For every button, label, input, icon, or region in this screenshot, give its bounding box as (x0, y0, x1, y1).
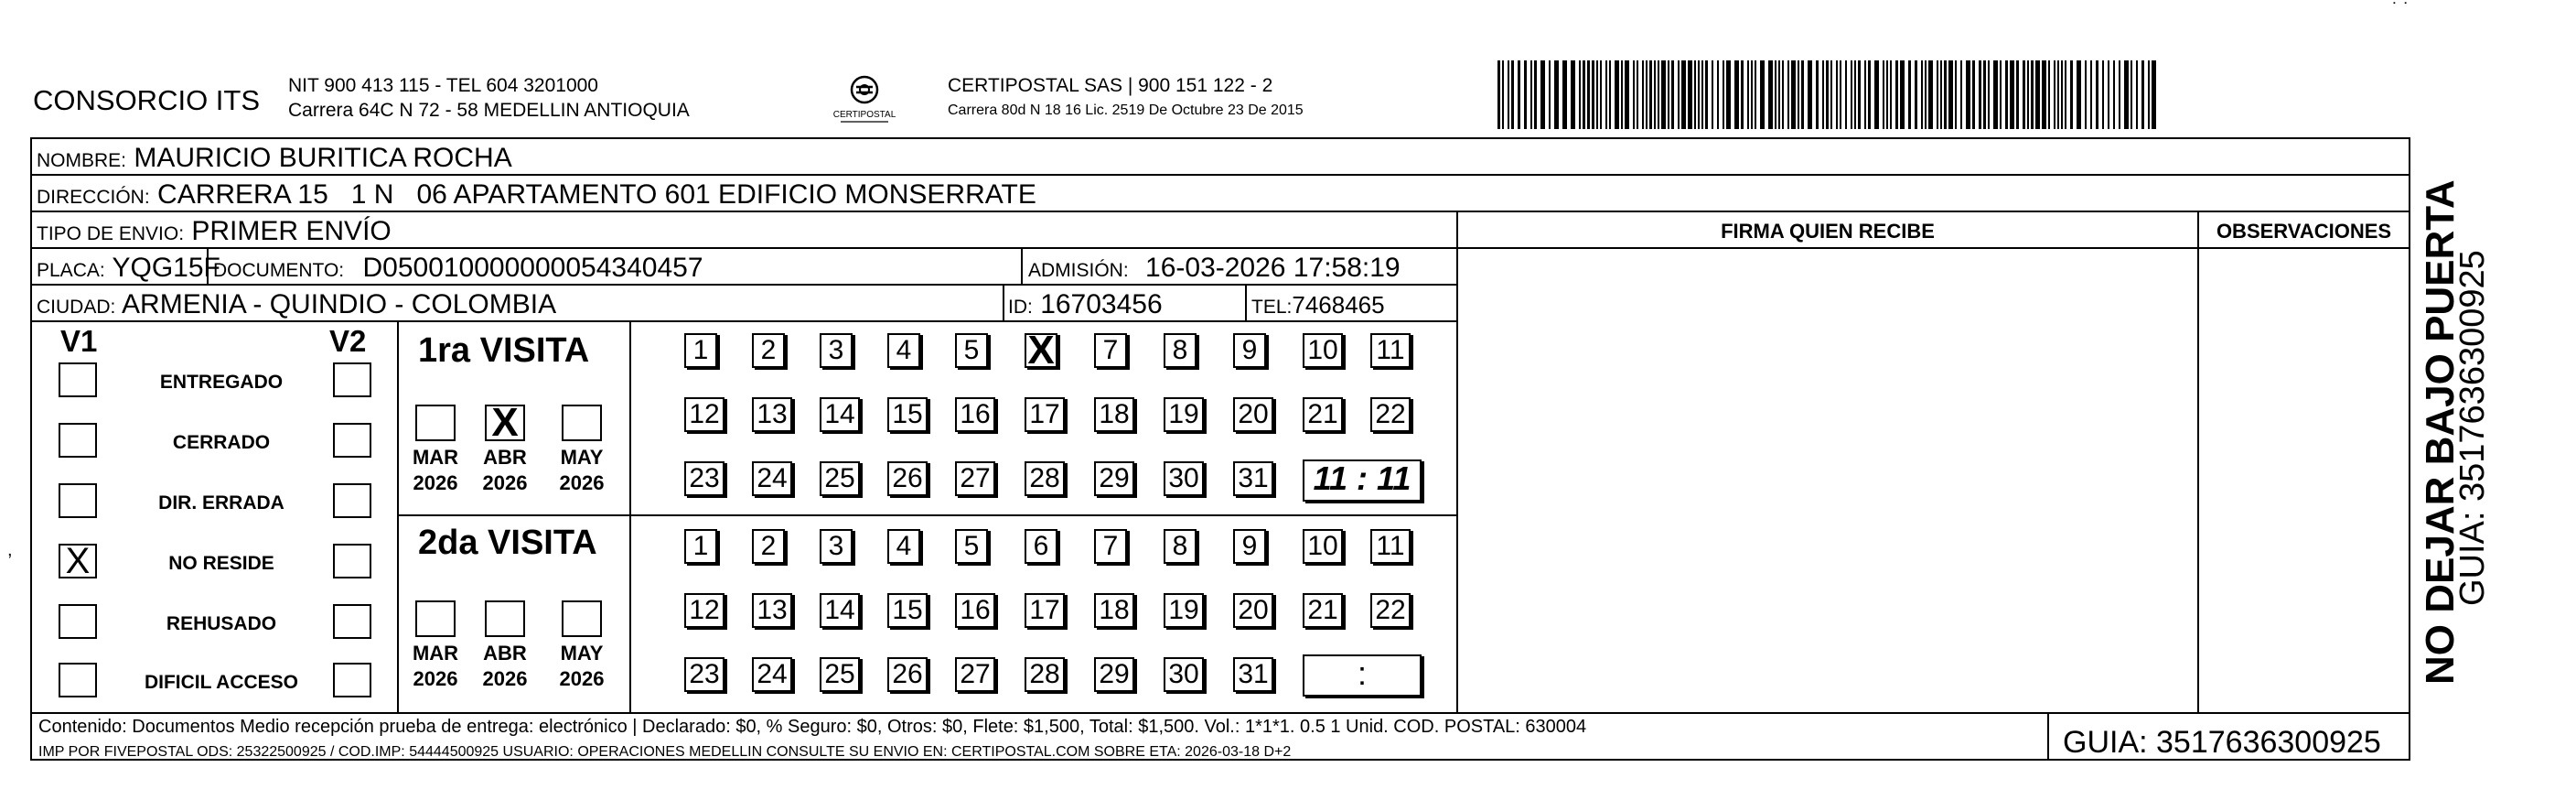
visit1-day-box[interactable]: 11 (1370, 333, 1411, 368)
barcode-bar (1596, 60, 1598, 129)
barcode-bar (1579, 60, 1581, 129)
barcode-bar (1741, 60, 1744, 129)
barcode-bar (1642, 60, 1644, 129)
barcode-bar (1549, 60, 1551, 129)
visit1-day-box[interactable]: 21 (1303, 397, 1343, 432)
status-v2-checkbox[interactable] (333, 604, 371, 639)
barcode-bar (1944, 60, 1947, 129)
barcode-bar (1988, 60, 1990, 129)
form-right-border (2409, 137, 2410, 760)
visit2-day-box[interactable]: 1 (684, 529, 717, 564)
row-divider (30, 174, 2410, 176)
visit1-day-box[interactable]: 22 (1370, 397, 1411, 432)
barcode-bar (1778, 60, 1780, 129)
visit2-month-checkbox[interactable] (562, 600, 602, 637)
visit2-day-box[interactable]: 17 (1025, 593, 1065, 628)
visit1-month-label (406, 445, 465, 496)
visit2-day-box[interactable]: 6 (1025, 529, 1057, 564)
placa-label: PLACA: (37, 260, 105, 281)
observaciones-left-border (2197, 211, 2199, 713)
visit1-day-box[interactable]: 13 (752, 397, 792, 432)
visit1-day-box[interactable] (1025, 328, 1057, 373)
footer-content-line: Contenido: Documentos Medio recepción prueba de entrega: electrónico | Declarado: $0, % Seguro: $0, Otros: $0, Flete: $1,500, Total: $1,500. Vol.: 1*1*1. 0.5 1 Unid. COD. POSTAL: 630004 (38, 717, 1587, 737)
barcode-bar (2027, 60, 2029, 129)
status-v2-checkbox[interactable] (333, 663, 371, 697)
certipostal-name-line: CERTIPOSTAL SAS | 900 151 122 - 2 (948, 75, 1273, 96)
barcode-bar (2061, 60, 2063, 129)
barcode-bar (1960, 60, 1962, 129)
status-label: CERRADO (172, 432, 271, 453)
barcode-bar (2131, 60, 2132, 129)
status-v2-checkbox[interactable] (333, 483, 371, 518)
ciudad-label: CIUDAD: (37, 297, 116, 318)
barcode-bar (1830, 60, 1832, 129)
tipo-envio-field (37, 218, 392, 245)
nombre-label: NOMBRE: (37, 150, 127, 171)
visit1-day-box[interactable]: 4 (887, 333, 920, 368)
visit2-day-box[interactable]: 25 (820, 657, 860, 692)
id-value: 16703456 (1040, 289, 1163, 319)
barcode-bar (1791, 60, 1796, 129)
visit2-day-box[interactable]: 12 (684, 593, 724, 628)
barcode-bar (1955, 60, 1957, 129)
barcode-bar (2090, 60, 2092, 129)
visit2-day-box[interactable]: 15 (887, 593, 928, 628)
barcode-bar (2119, 60, 2120, 129)
barcode-bar (1508, 60, 1509, 129)
visit2-day-box[interactable]: 7 (1094, 529, 1127, 564)
ciudad-field (37, 291, 556, 319)
barcode-bar (1701, 60, 1703, 129)
company-address-line: Carrera 64C N 72 - 58 MEDELLIN ANTIOQUIA (288, 100, 690, 121)
barcode-bar (1928, 60, 1933, 129)
id-field (1008, 291, 1163, 319)
visit1-day-box[interactable]: 30 (1164, 461, 1204, 496)
barcode-bar (2102, 60, 2104, 129)
barcode-bar (1723, 60, 1724, 129)
barcode-bar (1836, 60, 1838, 129)
visit2-day-box[interactable]: 22 (1370, 593, 1411, 628)
barcode-bar (1895, 60, 1898, 129)
barcode-bar (1646, 60, 1648, 129)
barcode-bar (1908, 60, 1911, 129)
barcode-bar (1668, 60, 1669, 129)
firma-header: FIRMA QUIEN RECIBE (1721, 220, 1935, 243)
visit2-day-box[interactable]: 21 (1303, 593, 1343, 628)
status-label: DIR. ERRADA (158, 492, 284, 513)
certipostal-license-line: Carrera 80d N 18 16 Lic. 2519 De Octubre 23 De 2015 (948, 103, 1304, 118)
visit2-day-box[interactable]: 20 (1233, 593, 1273, 628)
status-v2-checkbox[interactable] (333, 423, 371, 458)
barcode-bar (1661, 60, 1666, 129)
status-label: NO RESIDE (168, 553, 274, 574)
barcode-bar (1609, 60, 1611, 129)
barcode-bar (1637, 60, 1638, 129)
barcode-bar (2065, 60, 2066, 129)
visit1-month-checkbox[interactable] (415, 405, 456, 441)
barcode-bar (1698, 60, 1700, 129)
barcode-bar (1562, 60, 1567, 129)
barcode-bar (1808, 60, 1812, 129)
tel-label: TEL: (1251, 297, 1293, 318)
barcode-bar (1993, 60, 1998, 129)
barcode-bar (1851, 60, 1852, 129)
visit2-month-label (553, 641, 611, 692)
barcode-bar (2141, 60, 2144, 129)
status-v1-checkbox[interactable] (59, 663, 97, 697)
company-info (288, 73, 690, 123)
tipo-envio-label: TIPO DE ENVIO: (37, 223, 185, 244)
v2-header: V2 (329, 324, 367, 358)
tel-field (1251, 291, 1385, 319)
barcode-bar (2023, 60, 2025, 129)
barcode-bar (1518, 60, 1520, 129)
documento-value: D050010000000054340457 (362, 253, 703, 283)
barcode-bar (1734, 60, 1739, 129)
barcode-bar (1654, 60, 1656, 129)
visit2-day-box[interactable]: 5 (955, 529, 988, 564)
barcode-bar (1822, 60, 1824, 129)
month-year: 2026 (559, 471, 605, 494)
visit1-day-box[interactable]: 26 (887, 461, 928, 496)
visit1-day-box[interactable]: 17 (1025, 397, 1065, 432)
visit1-day-box[interactable]: 12 (684, 397, 724, 432)
barcode-bar (1816, 60, 1819, 129)
visit1-month-checkbox[interactable]: X (485, 405, 525, 441)
barcode-bar (2070, 60, 2073, 129)
barcode-bar (1858, 60, 1861, 129)
barcode-bar (2000, 60, 2002, 129)
barcode-bar (1966, 60, 1970, 129)
barcode-bar (1712, 60, 1713, 129)
visit2-time[interactable]: : (1303, 654, 1422, 697)
visit2-title: 2da VISITA (418, 524, 597, 562)
status-label: ENTREGADO (159, 372, 284, 393)
tracking-barcode (1497, 60, 2156, 129)
barcode-bar (2085, 60, 2087, 129)
barcode-bar (1681, 60, 1686, 129)
barcode-bar (1751, 60, 1753, 129)
barcode-bar (1874, 60, 1879, 129)
status-v2-checkbox[interactable] (333, 362, 371, 397)
month-year: 2026 (482, 667, 528, 690)
barcode-bar (2077, 60, 2081, 129)
barcode-bar (1915, 60, 1917, 129)
visit2-day-box[interactable]: 18 (1094, 593, 1134, 628)
visit1-day-box[interactable]: 2 (752, 333, 785, 368)
barcode-bar (2035, 60, 2040, 129)
barcode-bar (2096, 60, 2098, 129)
svg-text:CERTIPOSTAL: CERTIPOSTAL (832, 110, 896, 120)
month-panel-divider (629, 320, 631, 712)
observaciones-header: OBSERVACIONES (2216, 220, 2392, 243)
barcode-bar (1937, 60, 1938, 129)
barcode-bar (2016, 60, 2019, 129)
barcode-bar (1530, 60, 1532, 129)
barcode-bar (1868, 60, 1871, 129)
documento-field (213, 254, 703, 282)
month-name: MAY (560, 642, 604, 665)
barcode-bar (1592, 60, 1594, 129)
direccion-label: DIRECCIÓN: (37, 187, 150, 208)
visit2-day-box[interactable]: 4 (887, 529, 920, 564)
firma-left-border (1456, 211, 1458, 713)
barcode-bar (1658, 60, 1659, 129)
footer-print-line: IMP POR FIVEPOSTAL ODS: 25322500925 / COD.IMP: 54444500925 USUARIO: OPERACIONES MEDELLIN CONSULTE SU ENVIO EN: CERTIPOSTAL.COM SOBRE ETA: 2026-03-18 D+2 (38, 744, 1292, 760)
visit1-day-box[interactable]: 10 (1303, 333, 1343, 368)
month-name: ABR (483, 642, 527, 665)
visit1-day-box[interactable]: 20 (1233, 397, 1273, 432)
barcode-bar (1925, 60, 1927, 129)
visit1-day-box[interactable]: 24 (752, 461, 792, 496)
barcode-bar (1845, 60, 1847, 129)
month-year: 2026 (482, 471, 528, 494)
status-v1-checkbox[interactable] (59, 423, 97, 458)
barcode-bar (1540, 60, 1545, 129)
barcode-bar (1921, 60, 1923, 129)
month-year: 2026 (413, 471, 458, 494)
barcode-bar (2031, 60, 2034, 129)
barcode-bar (1717, 60, 1719, 129)
barcode-bar (1840, 60, 1841, 129)
barcode-bar (1983, 60, 1986, 129)
barcode-bar (1705, 60, 1708, 129)
form-top-border (30, 137, 2410, 139)
barcode-bar (1649, 60, 1652, 129)
visit2-day-box[interactable]: 30 (1164, 657, 1204, 692)
visit2-day-box[interactable]: 11 (1370, 529, 1411, 564)
barcode-bar (2005, 60, 2008, 129)
placa-value: YQG15F (112, 253, 220, 283)
documento-label: DOCUMENTO: (213, 260, 345, 281)
visit2-month-checkbox[interactable] (415, 600, 456, 637)
barcode-bar (1511, 60, 1514, 129)
barcode-bar (1747, 60, 1749, 129)
status-v1-checkbox[interactable]: X (59, 544, 97, 578)
barcode-bar (2148, 60, 2150, 129)
visit1-month-label (476, 445, 534, 496)
visit-divider (397, 514, 1456, 516)
barcode-bar (1625, 60, 1629, 129)
barcode-bar (2108, 60, 2109, 129)
row-divider (30, 284, 1457, 286)
month-name: MAR (412, 446, 459, 469)
id-divider (1003, 284, 1004, 320)
company-nit-line: NIT 900 413 115 - TEL 604 3201000 (288, 75, 598, 96)
barcode-bar (2136, 60, 2138, 129)
visit1-day-box[interactable]: 25 (820, 461, 860, 496)
tel-value: 7468465 (1292, 291, 1385, 319)
visit1-month-checkbox[interactable] (562, 405, 602, 441)
visit2-day-box[interactable]: 29 (1094, 657, 1134, 692)
side-guia-number: GUIA: 3517636300925 (2453, 250, 2492, 606)
day-check-mark: X (1027, 328, 1055, 373)
tipo-envio-value: PRIMER ENVÍO (191, 216, 392, 246)
barcode-bar (1864, 60, 1866, 129)
visit1-day-box[interactable]: 29 (1094, 461, 1134, 496)
admision-divider (1021, 247, 1023, 284)
barcode-bar (1826, 60, 1829, 129)
barcode-bar (1605, 60, 1607, 129)
v1-header: V1 (60, 324, 98, 358)
certipostal-logo (828, 71, 901, 126)
barcode-bar (1798, 60, 1799, 129)
visit1-title: 1ra VISITA (418, 331, 590, 370)
visit1-day-box[interactable]: 18 (1094, 397, 1134, 432)
visit2-day-box[interactable]: 9 (1233, 529, 1266, 564)
visit2-day-box[interactable]: 19 (1164, 593, 1204, 628)
barcode-bar (2042, 60, 2046, 129)
barcode-bar (1583, 60, 1585, 129)
certipostal-info (948, 73, 1304, 123)
visit2-day-box[interactable]: 2 (752, 529, 785, 564)
footer-divider (30, 712, 2410, 714)
visit1-day-box[interactable]: 5 (955, 333, 988, 368)
visit1-day-box[interactable]: 14 (820, 397, 860, 432)
barcode-bar (1502, 60, 1504, 129)
status-label: REHUSADO (166, 613, 277, 634)
corner-mark: ˙ ˙ (2392, 0, 2410, 20)
barcode-bar (1694, 60, 1696, 129)
visit1-day-box[interactable]: 8 (1164, 333, 1197, 368)
barcode-bar (1775, 60, 1776, 129)
barcode-bar (2152, 60, 2156, 129)
row-divider (30, 247, 2410, 249)
status-v1-checkbox[interactable] (59, 604, 97, 639)
barcode-bar (1883, 60, 1884, 129)
visit2-day-box[interactable]: 13 (752, 593, 792, 628)
visit1-day-box[interactable]: 19 (1164, 397, 1204, 432)
barcode-bar (1940, 60, 1942, 129)
month-name: MAR (412, 642, 459, 665)
visit2-day-box[interactable]: 26 (887, 657, 928, 692)
ciudad-value: ARMENIA - QUINDIO - COLOMBIA (122, 289, 557, 319)
form-left-border (30, 137, 32, 760)
visit1-day-box[interactable]: 3 (820, 333, 853, 368)
direccion-value: CARRERA 15 1 N 06 APARTAMENTO 601 EDIFICIO MONSERRATE (157, 179, 1036, 210)
barcode-bar (1671, 60, 1674, 129)
visit1-day-box[interactable]: 31 (1233, 461, 1273, 496)
barcode-bar (1979, 60, 1981, 129)
month-year: 2026 (413, 667, 458, 690)
admision-field (1028, 254, 1401, 282)
barcode-bar (1554, 60, 1559, 129)
visit2-day-box[interactable]: 3 (820, 529, 853, 564)
barcode-bar (2113, 60, 2115, 129)
guia-box-border (2047, 712, 2049, 760)
barcode-bar (2048, 60, 2050, 129)
barcode-bar (2054, 60, 2055, 129)
barcode-bar (1726, 60, 1731, 129)
visit1-day-box[interactable]: 1 (684, 333, 717, 368)
edge-tick: , (7, 540, 13, 560)
status-v1-checkbox[interactable] (59, 483, 97, 518)
visit2-day-box[interactable]: 31 (1233, 657, 1273, 692)
status-label: DIFICIL ACCESO (144, 672, 298, 693)
barcode-bar (1534, 60, 1537, 129)
barcode-bar (1948, 60, 1953, 129)
barcode-bar (2124, 60, 2129, 129)
status-panel-divider (397, 320, 399, 712)
month-name: ABR (483, 446, 527, 469)
visit1-day-box[interactable]: 23 (684, 461, 724, 496)
barcode-bar (1524, 60, 1527, 129)
visit1-day-box[interactable]: 7 (1094, 333, 1127, 368)
barcode-bar (1782, 60, 1784, 129)
nombre-value: MAURICIO BURITICA ROCHA (134, 143, 512, 173)
status-v1-checkbox[interactable] (59, 362, 97, 397)
barcode-bar (1787, 60, 1789, 129)
barcode-bar (1571, 60, 1575, 129)
direccion-field (37, 181, 1036, 209)
admision-value: 16-03-2026 17:58:19 (1145, 253, 1401, 283)
barcode-bar (2010, 60, 2014, 129)
barcode-bar (1886, 60, 1888, 129)
barcode-bar (1801, 60, 1804, 129)
barcode-bar (1900, 60, 1905, 129)
barcode-bar (1755, 60, 1756, 129)
barcode-bar (1688, 60, 1692, 129)
company-name: CONSORCIO ITS (33, 84, 261, 116)
visit2-month-label (406, 641, 465, 692)
barcode-bar (1615, 60, 1619, 129)
visit2-day-box[interactable]: 24 (752, 657, 792, 692)
barcode-bar (1768, 60, 1773, 129)
row-divider (30, 320, 1457, 322)
visit1-day-box[interactable]: 15 (887, 397, 928, 432)
row-divider (30, 211, 2410, 212)
no-dejar-warning: NO DEJAR BAJO PUERTA (2418, 179, 2463, 685)
status-v2-checkbox[interactable] (333, 544, 371, 578)
barcode-bar (1678, 60, 1680, 129)
barcode-bar (1600, 60, 1602, 129)
visit1-day-box[interactable]: 28 (1025, 461, 1065, 496)
tel-divider (1245, 284, 1247, 320)
visit2-day-box[interactable]: 10 (1303, 529, 1343, 564)
admision-label: ADMISIÓN: (1028, 260, 1129, 281)
barcode-bar (1621, 60, 1623, 129)
visit2-day-box[interactable]: 28 (1025, 657, 1065, 692)
barcode-bar (1587, 60, 1590, 129)
barcode-bar (1760, 60, 1765, 129)
barcode-bar (1497, 60, 1500, 129)
visit2-month-label (476, 641, 534, 692)
month-name: MAY (560, 446, 604, 469)
barcode-bar (1972, 60, 1975, 129)
visit2-day-box[interactable]: 16 (955, 593, 995, 628)
barcode-bar (1854, 60, 1856, 129)
visit1-day-box[interactable]: 9 (1233, 333, 1266, 368)
visit1-day-box[interactable]: 16 (955, 397, 995, 432)
guia-number: GUIA: 3517636300925 (2063, 725, 2381, 760)
id-label: ID: (1008, 297, 1033, 318)
barcode-bar (1633, 60, 1635, 129)
visit2-day-box[interactable]: 27 (955, 657, 995, 692)
visit1-month-label (553, 445, 611, 496)
visit2-day-box[interactable]: 8 (1164, 529, 1197, 564)
placa-field (37, 254, 220, 282)
month-year: 2026 (559, 667, 605, 690)
visit1-time[interactable]: 11 : 11 (1303, 459, 1422, 502)
barcode-bar (2057, 60, 2059, 129)
visit2-day-box[interactable]: 14 (820, 593, 860, 628)
nombre-field (37, 145, 512, 172)
visit1-day-box[interactable]: 27 (955, 461, 995, 496)
visit2-month-checkbox[interactable] (485, 600, 525, 637)
visit2-day-box[interactable]: 23 (684, 657, 724, 692)
barcode-bar (1890, 60, 1892, 129)
